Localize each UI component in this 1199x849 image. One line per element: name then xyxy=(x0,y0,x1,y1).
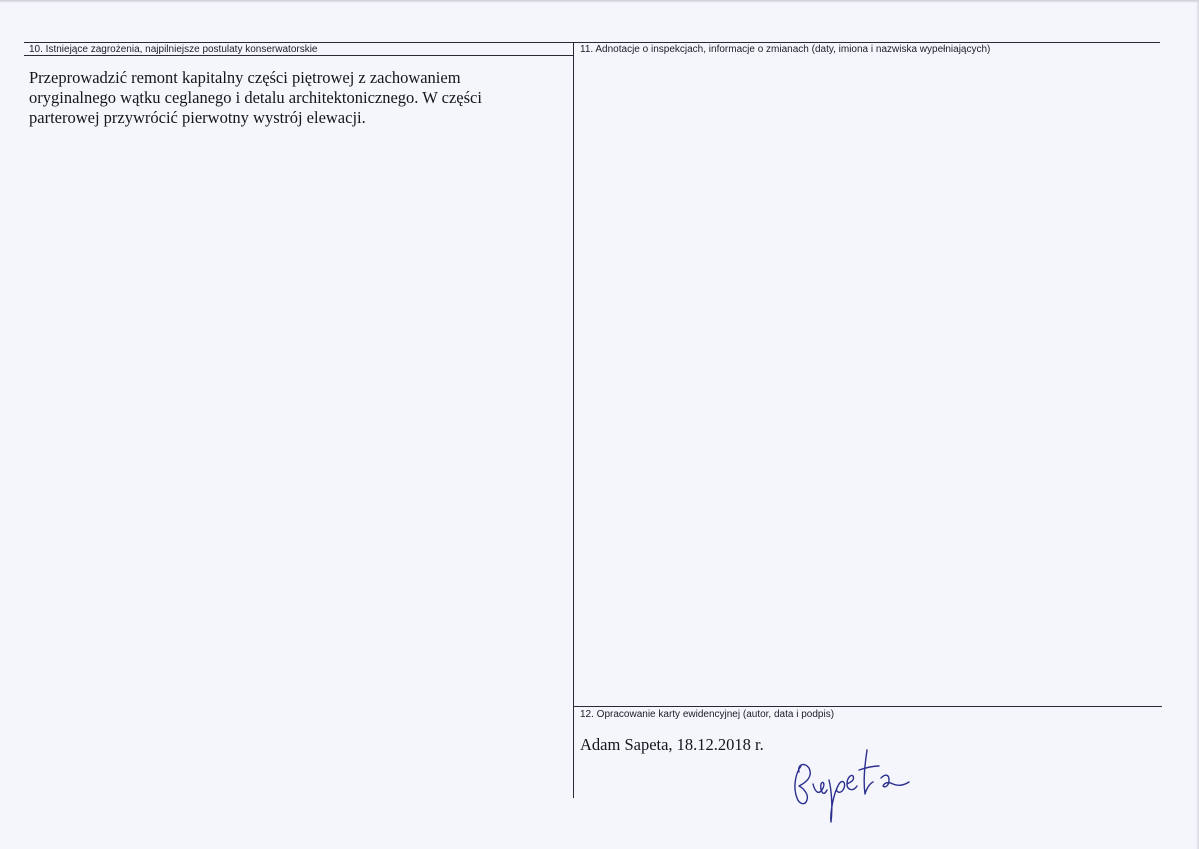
top-rule xyxy=(24,42,1160,43)
section12-top-rule xyxy=(573,706,1162,707)
scan-edge-top xyxy=(0,0,1199,3)
section10-text: Przeprowadzić remont kapitalny części piętrowej z zachowaniem oryginalnego wątku ceglanego i detalu architektonicznego. W części parterowej przywrócić pierwotny wystrój elewacji. xyxy=(29,68,482,127)
section10-label: 10. Istniejące zagrożenia, najpilniejsze postulaty konserwatorskie xyxy=(29,44,318,55)
signature-image xyxy=(785,744,920,826)
column-divider xyxy=(573,42,574,798)
section12-label: 12. Opracowanie karty ewidencyjnej (autor, data i podpis) xyxy=(580,709,835,720)
section11-label: 11. Adnotacje o inspekcjach, informacje o zmianach (daty, imiona i nazwiska wypełniających) xyxy=(580,44,991,55)
section12-text: Adam Sapeta, 18.12.2018 r. xyxy=(580,735,764,754)
